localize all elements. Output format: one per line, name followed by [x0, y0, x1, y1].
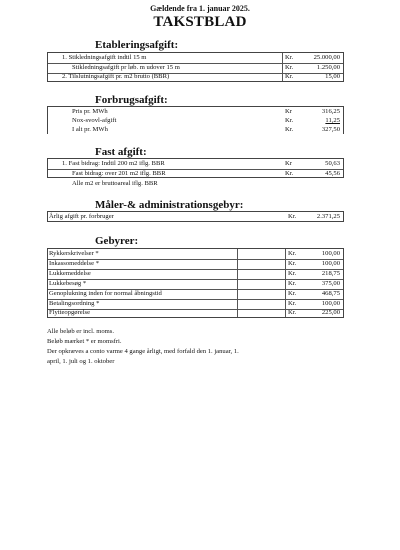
footer-note: april, 1. juli og 1. oktober [47, 358, 115, 365]
fast-note: Alle m2 er bruttoareal iflg. BBR [72, 180, 158, 187]
etablering-table [47, 52, 344, 82]
row-amount: 45,56 [325, 170, 340, 177]
row-label: Flytteopgørelse [49, 309, 91, 316]
row-label: Rykkerskrivelser * [49, 250, 99, 257]
row-currency: Kr. [285, 117, 294, 124]
row-label: Lukkebesøg * [49, 280, 87, 287]
maaler-table [47, 211, 344, 222]
row-currency: Kr. [288, 300, 297, 307]
row-currency: Kr [285, 160, 292, 167]
section-heading-maaler: Måler-& administrationsgebyr: [95, 199, 244, 211]
row-currency: Kr. [285, 170, 294, 177]
row-label: Lukkemeddelse [49, 270, 91, 277]
table-row [48, 169, 343, 179]
row-label: Stikledningsafgift pr løb. m udover 15 m [72, 64, 180, 71]
row-label: 2. Tilslutningsafgift pr. m2 brutto (BBR) [62, 73, 170, 80]
row-amount: 11,25 [325, 117, 340, 124]
row-label: Fast bidrag: over 201 m2 iflg. BBR [72, 170, 166, 177]
row-label: Betalingsordning * [49, 300, 100, 307]
row-label: Pris pr. MWh [72, 108, 108, 115]
effective-date: Gældende fra 1. januar 2025. [150, 4, 250, 13]
section-heading-forbrug: Forbrugsafgift: [95, 94, 168, 106]
gebyrer-table [47, 248, 344, 318]
footer-note: Der opkræves a conto varme 4 gange årligt, med forfald den 1. januar, 1. [47, 348, 239, 355]
row-amount: 218,75 [321, 270, 340, 277]
section-heading-fast: Fast afgift: [95, 146, 147, 158]
row-label: 1. Fast bidrag: Indtil 200 m2 iflg. BBR [62, 160, 165, 167]
row-currency: Kr. [288, 280, 297, 287]
row-currency: Kr. [288, 260, 297, 267]
footer-note: Alle beløb er incl. moms. [47, 328, 115, 335]
row-amount: 25.000,00 [313, 54, 340, 61]
row-currency: Kr. [285, 64, 294, 71]
row-amount: 1.250,00 [316, 64, 340, 71]
table-row [48, 212, 343, 222]
row-amount: 100,00 [321, 300, 340, 307]
section-heading-etablering: Etableringsafgift: [95, 39, 179, 51]
row-amount: 15,00 [325, 73, 340, 80]
row-label: Inkassomeddelse * [49, 260, 99, 267]
row-currency: Kr. [288, 213, 297, 220]
forbrug-table [47, 106, 344, 134]
row-currency: Kr. [285, 73, 294, 80]
row-amount: 100,00 [321, 250, 340, 257]
row-label: I alt pr. MWh [72, 126, 108, 133]
row-currency: Kr [285, 108, 292, 115]
row-currency: Kr. [288, 270, 297, 277]
page-title: TAKSTBLAD [153, 14, 247, 30]
row-amount: 2.371,25 [316, 213, 340, 220]
section-heading-gebyrer: Gebyrer: [95, 235, 139, 247]
row-amount: 50,63 [325, 160, 340, 167]
footer-note: Beløb mærket * er momsfri. [47, 338, 122, 345]
row-currency: Kr. [285, 54, 294, 61]
row-amount: 375,00 [321, 280, 340, 287]
row-amount: 225,00 [321, 309, 340, 316]
row-amount: 316,25 [321, 108, 340, 115]
row-currency: Kr. [288, 250, 297, 257]
row-currency: Kr. [288, 309, 297, 316]
table-row [48, 125, 343, 135]
row-amount: 327,50 [321, 126, 340, 133]
row-amount: 100,00 [321, 260, 340, 267]
table-row [48, 72, 343, 82]
row-label: Nox-svovl-afgift [72, 117, 117, 124]
table-row [48, 308, 343, 318]
row-label: 1. Stikledningsafgift indtil 15 m [62, 54, 147, 61]
row-currency: Kr. [288, 290, 297, 297]
fast-table [47, 158, 344, 178]
row-label: Genoplukning inden for normal åbningstid [49, 290, 162, 297]
row-currency: Kr. [285, 126, 294, 133]
row-amount: 468,75 [321, 290, 340, 297]
row-label: Årlig afgift pr. forbruger [49, 213, 114, 220]
